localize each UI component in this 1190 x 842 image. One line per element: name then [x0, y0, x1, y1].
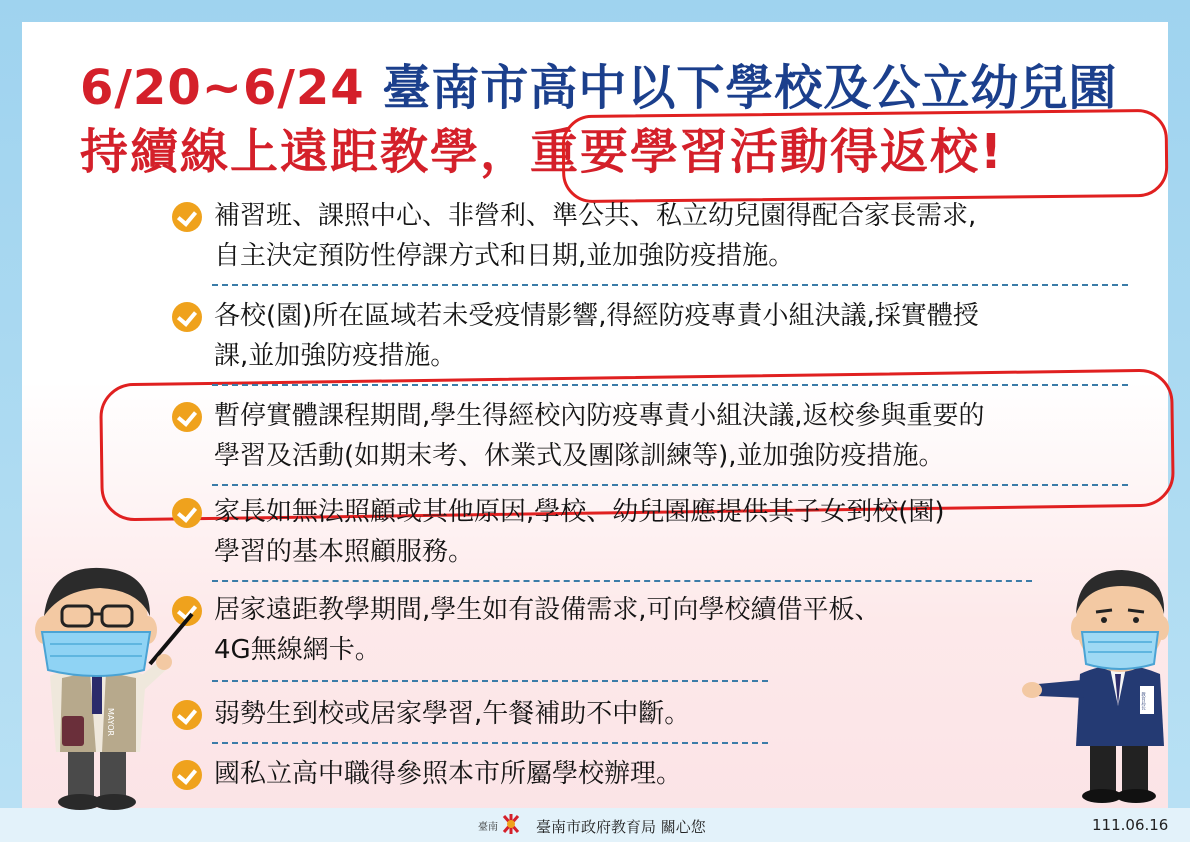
director-name-tag: 教育局長: [1140, 692, 1146, 710]
divider: [212, 284, 1128, 286]
divider: [212, 484, 1128, 486]
divider: [212, 384, 1128, 386]
annotation-oval-title: [562, 109, 1169, 203]
divider: [212, 580, 1032, 582]
item-text: 暫停實體課程期間,學生得經校內防疫專責小組決議,返校參與重要的 學習及活動(如期末考、休業式及團隊訓練等),並加強防疫措施。: [214, 401, 985, 471]
logo-text: 臺南: [478, 822, 498, 833]
item-text: 家長如無法照顧或其他原因,學校、幼兒園應提供其子女到校(園) 學習的基本照顧服務。: [214, 497, 945, 567]
tainan-logo-icon: [478, 812, 528, 838]
divider: [212, 680, 768, 682]
check-icon: [172, 202, 202, 232]
item-text: 居家遠距教學期間,學生如有設備需求,可向學校續借平板、 4G無線網卡。: [214, 595, 881, 665]
title-line-2: 持續線上遠距教學，重要學習活動得返校!: [80, 124, 1004, 180]
title-subject: 臺南市高中以下學校及公立幼兒園: [382, 60, 1118, 116]
check-icon: [172, 302, 202, 332]
mayor-illustration: [10, 556, 200, 812]
check-icon: [172, 498, 202, 528]
item-text: 補習班、課照中心、非營利、準公共、私立幼兒園得配合家長需求, 自主決定預防性停課方式和日期,並加強防疫措施。: [214, 201, 977, 271]
item-text: 弱勢生到校或居家學習,午餐補助不中斷。: [214, 699, 691, 729]
divider: [212, 742, 768, 744]
title-line-1: [80, 58, 1120, 118]
title-date-range: 6/20~6/24: [80, 60, 365, 116]
item-text: 國私立高中職得參照本市所屬學校辦理。: [214, 759, 683, 789]
vest-badge: MAYOR: [106, 708, 115, 737]
check-icon: [172, 402, 202, 432]
director-illustration: [1018, 556, 1188, 808]
footer-org: 臺南市政府教育局 關心您: [536, 818, 706, 836]
footer-date: 111.06.16: [1092, 816, 1169, 834]
item-text: 各校(園)所在區域若未受疫情影響,得經防疫專責小組決議,採實體授 課,並加強防疫措施。: [214, 301, 979, 371]
